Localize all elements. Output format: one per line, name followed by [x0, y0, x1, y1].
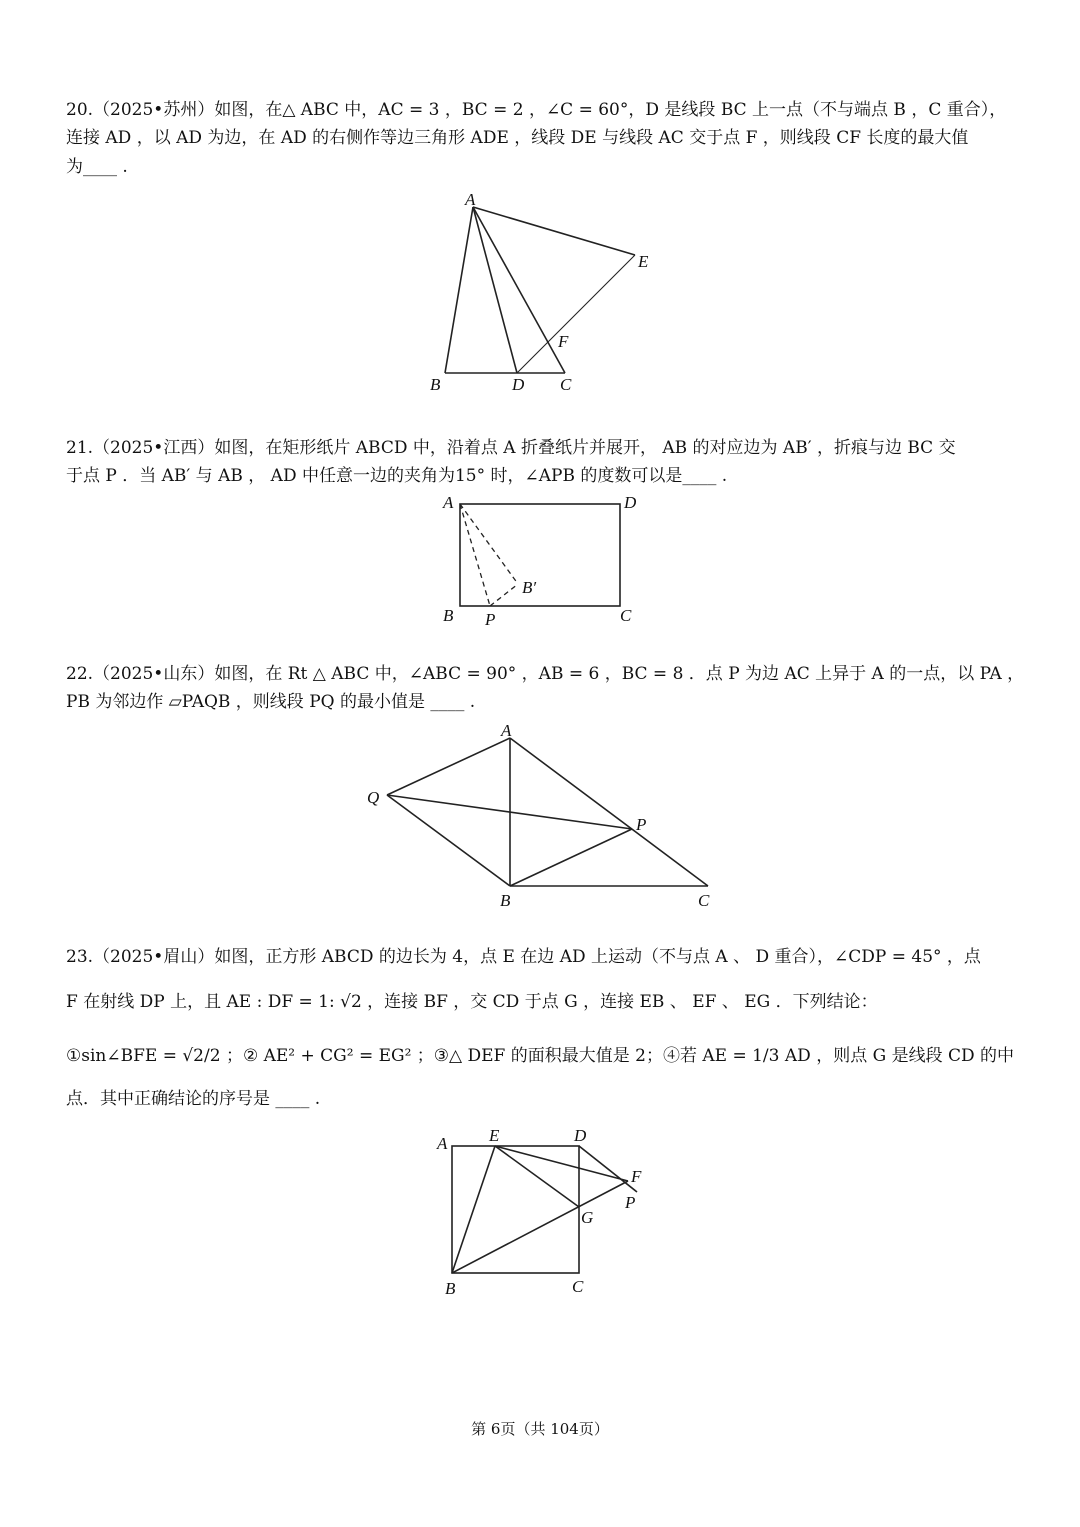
label-A: A [443, 493, 454, 512]
label-E: E [489, 1126, 500, 1145]
problem-23-line-2: F 在射线 DP 上，且 AE : DF = 1: √2 ，连接 BF ，交 CD 于点 G ，连接 EB 、 EF 、 EG ．下列结论： [66, 992, 878, 1012]
problem-20-line-3: 为____ . [66, 157, 128, 177]
problem-23-line-1: 23.（2025•眉山）如图，正方形 ABCD 的边长为 4，点 E 在边 AD 上运动（不与点 A 、 D 重合），∠CDP = 45° ，点 [66, 947, 981, 967]
label-D: D [574, 1126, 587, 1145]
label-A: A [465, 190, 476, 209]
problem-23-line-3: ①sin∠BFE = √2/2 ；② AE² + CG² = EG² ；③△ DEF 的面积最大值是 2；④若 AE = 1/3 AD ，则点 G 是线段 CD 的中 [66, 1046, 1015, 1066]
problem-21-line-2: 于点 P ．当 AB′ 与 AB ， AD 中任意一边的夹角为15° 时，∠APB 的度数可以是____ . [66, 466, 728, 486]
segment-DE [517, 255, 635, 373]
label-B: B [430, 375, 441, 394]
label-F: F [558, 332, 569, 351]
segment-EG [495, 1146, 579, 1207]
ray-DP [579, 1146, 637, 1192]
label-A: A [437, 1134, 448, 1153]
label-P: P [636, 815, 647, 834]
label-C: C [560, 375, 572, 394]
label-D: D [512, 375, 525, 394]
label-F: F [631, 1167, 642, 1186]
problem-20-figure [420, 185, 670, 400]
problem-20-line-2: 连接 AD ，以 AD 为边，在 AD 的右侧作等边三角形 ADE ，线段 DE 与线段 AC 交于点 F ，则线段 CF 长度的最大值 [66, 128, 969, 148]
problem-20-line-1: 20.（2025•苏州）如图，在△ ABC 中，AC = 3 ，BC = 2 ，∠C = 60°，D 是线段 BC 上一点（不与端点 B ，C 重合）， [66, 100, 1007, 120]
label-A: A [501, 721, 512, 740]
segment-ABprime [460, 504, 518, 584]
problem-22-line-1: 22.（2025•山东）如图，在 Rt △ ABC 中，∠ABC = 90° ，AB = 6 ，BC = 8 ．点 P 为边 AC 上异于 A 的一点，以 PA ， [66, 664, 1025, 684]
segment-AB [445, 207, 473, 373]
label-P: P [485, 610, 496, 629]
problem-23-line-4: 点．其中正确结论的序号是 ____ . [66, 1089, 321, 1109]
crease-AP [460, 504, 490, 606]
segment-QA [387, 738, 510, 795]
label-G: G [581, 1208, 594, 1227]
segment-BP [510, 829, 632, 886]
segment-QB [387, 795, 510, 886]
problem-23-figure [425, 1122, 655, 1302]
label-Bprime: B′ [522, 578, 537, 597]
label-C: C [620, 606, 632, 625]
label-D: D [624, 493, 637, 512]
segment-AC [473, 207, 565, 373]
rectangle-ABCD [460, 504, 620, 606]
label-Q: Q [367, 788, 380, 807]
problem-21-figure [430, 488, 660, 633]
label-C: C [698, 891, 710, 910]
segment-AD [473, 207, 517, 373]
problem-21-line-1: 21.（2025•江西）如图，在矩形纸片 ABCD 中，沿着点 A 折叠纸片并展开， AB 的对应边为 AB′ ，折痕与边 BC 交 [66, 438, 956, 458]
label-E: E [638, 252, 649, 271]
segment-EF [495, 1146, 628, 1181]
label-C: C [572, 1277, 584, 1296]
problem-22-figure [360, 718, 730, 918]
label-B: B [443, 606, 454, 625]
segment-AE [473, 207, 635, 255]
segment-AC [510, 738, 708, 886]
segment-PBprime [490, 584, 518, 606]
label-P: P [625, 1193, 636, 1212]
page-footer: 第 6页（共 104页） [471, 1420, 609, 1438]
label-B: B [445, 1279, 456, 1298]
square-ABCD [452, 1146, 579, 1273]
problem-22-line-2: PB 为邻边作 ▱PAQB ，则线段 PQ 的最小值是 ____ . [66, 692, 476, 712]
label-B: B [500, 891, 511, 910]
